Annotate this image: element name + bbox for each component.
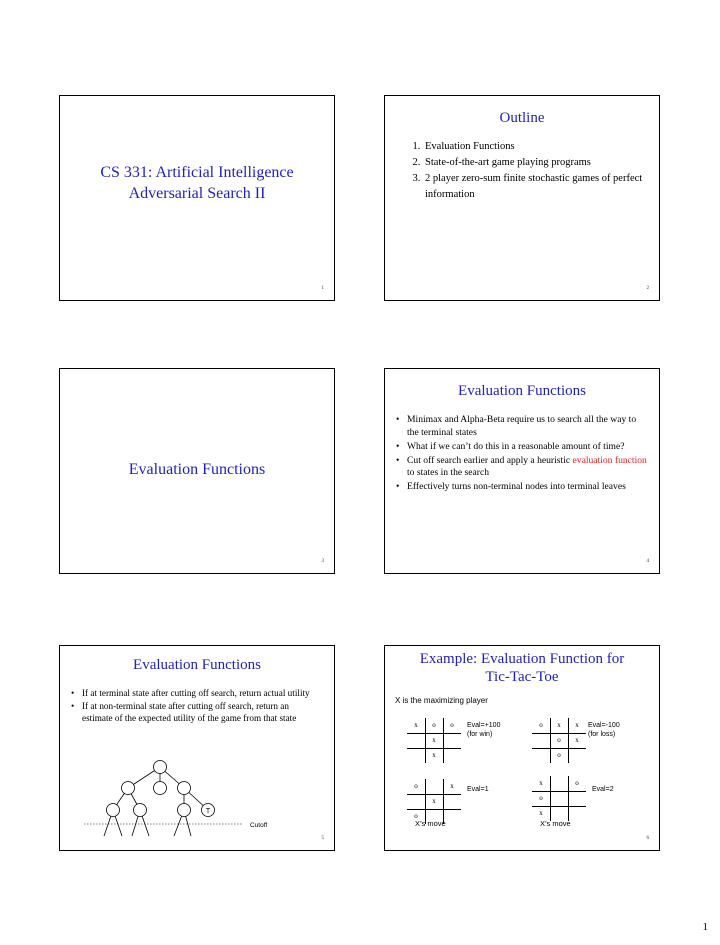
board-cell: o bbox=[414, 782, 418, 790]
page-number: 1 bbox=[702, 921, 708, 933]
game-tree-diagram bbox=[60, 758, 334, 848]
slide-number: 2 bbox=[646, 286, 649, 291]
slide-1-title-line2: Adversarial Search II bbox=[128, 185, 266, 202]
tree-node bbox=[122, 782, 135, 795]
move-caption: X’s move bbox=[540, 819, 571, 828]
board-cell bbox=[532, 733, 550, 748]
board-cell: o bbox=[557, 736, 561, 744]
slide-4 bbox=[384, 368, 660, 574]
board-cell bbox=[550, 791, 568, 806]
tic-tac-toe-board bbox=[407, 718, 461, 763]
slide-5 bbox=[59, 645, 335, 851]
bullet-item: • If at terminal state after cutting off search, return actual utility bbox=[70, 688, 316, 700]
board-cell: o bbox=[539, 794, 543, 802]
slide-4-title: Evaluation Functions bbox=[458, 383, 586, 399]
tic-tac-toe-board bbox=[532, 718, 586, 763]
slide-5-title: Evaluation Functions bbox=[133, 657, 261, 673]
slide-6-title bbox=[385, 650, 659, 686]
move-caption: X’s move bbox=[415, 819, 446, 828]
tree-leaf-node bbox=[107, 804, 120, 817]
board-cell bbox=[550, 776, 568, 791]
tree-node bbox=[178, 782, 191, 795]
highlighted-term: evaluation function bbox=[572, 454, 647, 466]
eval-value: Eval=2 bbox=[592, 786, 614, 793]
tree-node-label: T bbox=[205, 808, 211, 815]
tree-node bbox=[154, 782, 167, 795]
board-cell: x bbox=[450, 782, 454, 790]
slide-5-bullets bbox=[70, 688, 316, 726]
eval-value: Eval=+100 bbox=[467, 722, 501, 729]
slide-2 bbox=[384, 95, 660, 301]
board-cell: x bbox=[432, 736, 436, 744]
tic-tac-toe-board bbox=[407, 779, 461, 824]
outline-item: 1. Evaluation Functions bbox=[423, 139, 673, 155]
board-cell: o bbox=[432, 721, 436, 729]
tree-root-node bbox=[154, 761, 167, 774]
board-cell bbox=[443, 748, 461, 763]
slide-number: 4 bbox=[646, 559, 649, 564]
bullet-text: to states in the search bbox=[407, 467, 490, 478]
eval-value: Eval=1 bbox=[467, 786, 489, 793]
board-cell bbox=[568, 748, 586, 763]
board-cell bbox=[407, 748, 425, 763]
board-cell: x bbox=[432, 751, 436, 759]
bullet-item: • What if we can’t do this in a reasonable amount of time? bbox=[395, 441, 649, 454]
board-cell bbox=[407, 733, 425, 748]
slide-1-title bbox=[60, 162, 334, 204]
board-cell bbox=[443, 794, 461, 809]
slide-2-title: Outline bbox=[499, 110, 545, 126]
eval-label bbox=[467, 721, 500, 739]
board-cell: x bbox=[432, 797, 436, 805]
eval-note: (for loss) bbox=[588, 731, 616, 738]
bullet-text: Cut off search earlier and apply a heuristic bbox=[407, 454, 573, 466]
board-cell bbox=[568, 791, 586, 806]
tic-tac-toe-board bbox=[532, 776, 586, 821]
board-cell: x bbox=[575, 721, 579, 729]
board-cell: o bbox=[575, 779, 579, 787]
board-cell bbox=[407, 794, 425, 809]
slide-number: 6 bbox=[646, 836, 649, 841]
outline-item: 2. State-of-the-art game playing programs bbox=[423, 155, 673, 171]
slide-number: 1 bbox=[321, 286, 324, 291]
slide-6-title-line1: Example: Evaluation Function for bbox=[419, 651, 625, 667]
board-cell bbox=[425, 779, 443, 794]
board-cell: x bbox=[539, 779, 543, 787]
slide-number: 3 bbox=[321, 559, 324, 564]
board-cell: o bbox=[450, 721, 454, 729]
board-cell: x bbox=[575, 736, 579, 744]
bullet-item bbox=[395, 455, 649, 480]
board-cell: o bbox=[557, 751, 561, 759]
bullet-item: • If at non-terminal state after cutting off search, return an estimate of the expected utility of the game from that state bbox=[70, 701, 316, 724]
board-cell: o bbox=[414, 812, 418, 820]
slide-6-title-line2: Tic-Tac-Toe bbox=[485, 669, 559, 685]
board-cell: x bbox=[539, 809, 543, 817]
board-cell bbox=[443, 733, 461, 748]
slide-3-title: Evaluation Functions bbox=[128, 461, 266, 478]
slide-4-bullets bbox=[395, 414, 649, 495]
outline-item: 3. 2 player zero-sum finite stochastic games of perfect information bbox=[423, 171, 673, 203]
bullet-item: • Minimax and Alpha-Beta require us to search all the way to the terminal states bbox=[395, 414, 649, 439]
eval-value: Eval=-100 bbox=[588, 722, 620, 729]
slide-3 bbox=[59, 368, 335, 574]
eval-label bbox=[588, 721, 620, 739]
slide-6-subtitle: X is the maximizing player bbox=[395, 696, 488, 705]
slide-number: 5 bbox=[321, 836, 324, 841]
slide-6 bbox=[384, 645, 660, 851]
board-cell: o bbox=[539, 721, 543, 729]
board-cell: x bbox=[557, 721, 561, 729]
slide-1-title-line1: CS 331: Artificial Intelligence bbox=[100, 164, 294, 181]
cutoff-label: Cutoff bbox=[250, 822, 268, 829]
tree-leaf-node bbox=[178, 804, 191, 817]
bullet-item: • Effectively turns non-terminal nodes into terminal leaves bbox=[395, 481, 649, 494]
tree-leaf-node bbox=[134, 804, 147, 817]
board-cell bbox=[532, 748, 550, 763]
eval-note: (for win) bbox=[467, 731, 493, 738]
board-cell: x bbox=[414, 721, 418, 729]
slide-1 bbox=[59, 95, 335, 301]
outline-list bbox=[395, 139, 673, 203]
